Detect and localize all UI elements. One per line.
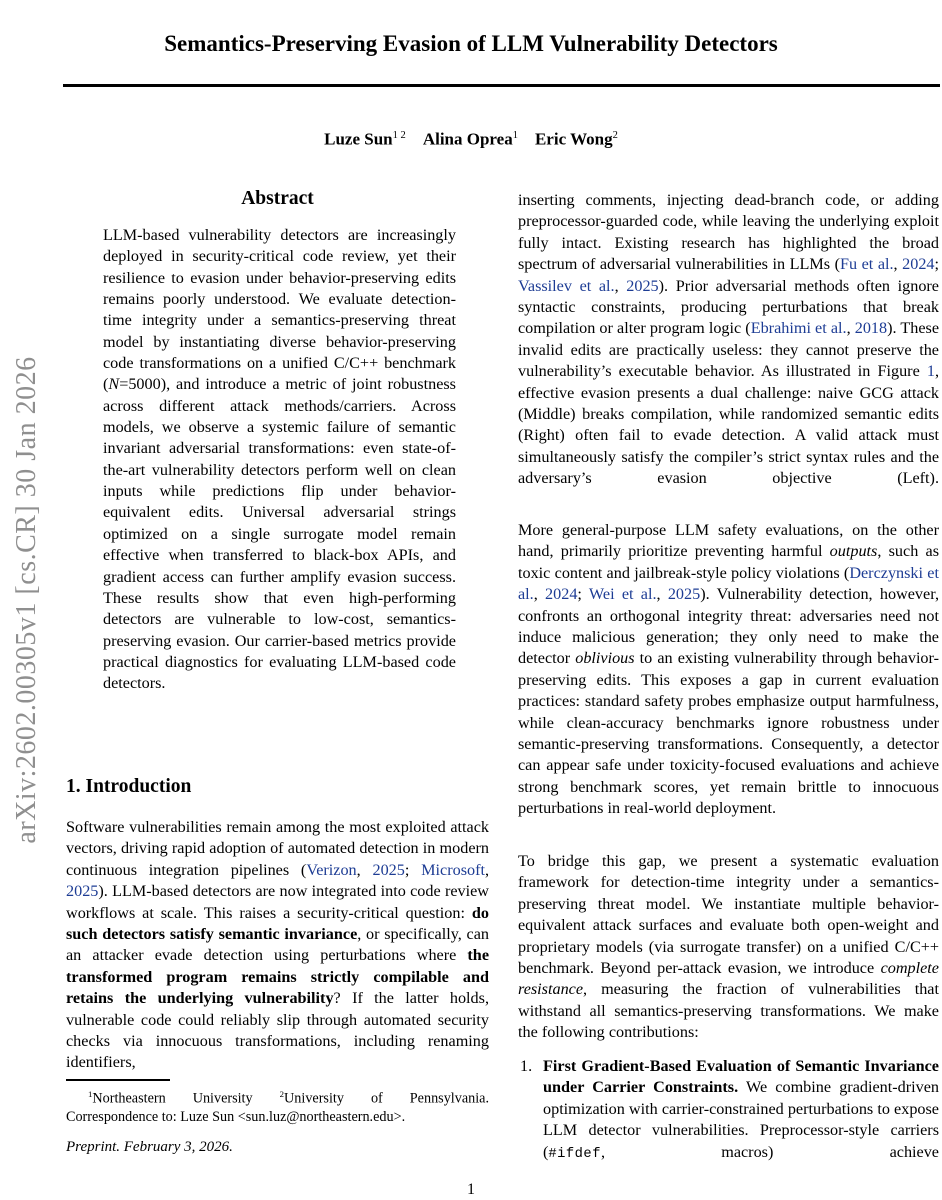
arxiv-watermark: arXiv:2602.00305v1 [cs.CR] 30 Jan 2026 xyxy=(11,356,42,844)
list-item-number: 1. xyxy=(520,1057,533,1075)
affiliation-footnote xyxy=(66,1085,489,1127)
citation-link[interactable]: 2025 xyxy=(626,276,659,295)
text-run: , xyxy=(656,585,668,604)
citation-link[interactable]: Wei et al. xyxy=(588,585,657,604)
text-run: University of Pennsylvania. Correspondence to: Luze Sun <sun.luz@northeastern.edu>. xyxy=(66,1090,489,1126)
citation-link[interactable]: 1 xyxy=(926,362,935,381)
text-run: We combine gradient-driven optimization with carrier-constrained perturbations to expose LLM detector vulnerabilities. Preprocessor-style carriers ( xyxy=(543,1078,939,1161)
section-heading-introduction: 1. Introduction xyxy=(66,776,192,797)
text-run: ; xyxy=(934,255,939,274)
text-run: First Gradient-Based Evaluation of Semantic Invariance under Carrier Constraints. xyxy=(543,1057,939,1097)
text-run: ). Vulnerability detection, however, confronts an orthogonal integrity threat: adversaries need not induce malicious generation; they only need to make the detector xyxy=(518,585,939,668)
abstract-text xyxy=(103,225,456,695)
introduction-paragraph xyxy=(66,817,489,1074)
title-rule xyxy=(63,84,940,87)
citation-link[interactable]: 2025 xyxy=(372,860,405,879)
citation-link[interactable]: Ebrahimi et al. xyxy=(750,319,847,338)
text-run: ). Prior adversarial methods often ignore syntactic constraints, producing perturbations that break compilation or alter program logic ( xyxy=(518,276,939,338)
author-line xyxy=(0,125,942,151)
text-run: , xyxy=(893,255,903,274)
text-run: , measuring the fraction of vulnerabilities that withstand all semantics-preserving transformations. We make the following contributions: xyxy=(518,980,939,1042)
text-run xyxy=(406,130,423,149)
text-run: N xyxy=(108,375,120,394)
page-number: 1 xyxy=(467,1181,475,1198)
text-run: to an existing vulnerability through behavior-preserving edits. This exposes a gap in current evaluation practices: standard safety probes emphasize output harmfulness, while clean-accuracy benchmarks ignore robustness under semantic-preserving transformations. Consequently, a detector can appear safe under toxicity-focused evaluations and achieve strong benchmark scores, yet remain brittle to innocuous perturbations in real-world deployment. xyxy=(518,649,939,818)
contribution-list-item xyxy=(518,1056,939,1165)
superscript: 2 xyxy=(612,130,618,141)
paper-title: Semantics-Preserving Evasion of LLM Vulnerability Detectors xyxy=(164,31,778,56)
text-run: Eric Wong xyxy=(534,129,613,149)
text-run: , macros) achieve xyxy=(600,1142,939,1161)
text-run: , effective evasion presents a dual challenge: naive GCG attack (Middle) breaks compilation, while randomized semantic edits (Right) often fail to evade detection. A valid attack must simultaneously satisfy the compiler’s strict syntax rules and the adversary’s evasion objective (Left). xyxy=(518,362,939,488)
text-run: To bridge this gap, we present a systematic evaluation framework for detection-time integrity under a semantics-preserving threat model. We instantiate multiple behavior-equivalent attack surfaces and evaluate both open-weight and proprietary models (via surrogate transfer) on a unified C/C++ benchmark. Beyond per-attack evasion, we introduce xyxy=(518,852,939,978)
preprint-notice: Preprint. February 3, 2026. xyxy=(66,1139,233,1155)
text-run: oblivious xyxy=(575,649,635,668)
text-run: , or specifically, can an attacker evade detection using perturbations where xyxy=(66,925,489,965)
citation-link[interactable]: 2018 xyxy=(854,319,888,338)
text-run: ; xyxy=(577,585,589,604)
text-run: Alina Oprea xyxy=(422,129,513,149)
citation-link[interactable]: Microsoft xyxy=(421,860,485,879)
text-run: , xyxy=(533,585,546,604)
inline-code: #ifdef xyxy=(548,1146,601,1162)
body-paragraph-1 xyxy=(518,190,939,490)
text-run: Luze Sun xyxy=(324,129,393,149)
citation-link[interactable]: 2025 xyxy=(667,585,701,604)
superscript: 1 xyxy=(512,130,518,141)
text-run: inserting comments, injecting dead-branch code, or adding preprocessor-guarded code, while leaving the underlying exploit fully intact. Existing research has highlighted the broad spectrum of adversarial vulnerabilities in LLMs ( xyxy=(518,191,939,274)
text-run: , xyxy=(356,860,373,879)
text-run: , xyxy=(484,860,490,879)
text-run: ? If the latter holds, vulnerable code could reliably slip through automated security checks via innocuous transformations, including renaming identifiers, xyxy=(66,989,489,1072)
body-paragraph-2 xyxy=(518,520,939,820)
text-run: complete resistance xyxy=(518,959,939,999)
citation-link[interactable]: Vassilev et al. xyxy=(518,276,615,295)
superscript: 2 xyxy=(279,1089,285,1099)
text-run: outputs xyxy=(829,542,878,561)
text-run: ). These invalid edits are practically useless: they cannot preserve the vulnerability’s executable behavior. As illustrated in Figure xyxy=(518,319,940,381)
citation-link[interactable]: Fu et al. xyxy=(840,255,894,274)
citation-link[interactable]: 2024 xyxy=(545,585,578,604)
list-item-text xyxy=(543,1056,939,1165)
text-run xyxy=(518,130,535,149)
abstract-heading: Abstract xyxy=(241,188,314,209)
text-run: , such as toxic content and jailbreak-style policy violations ( xyxy=(518,542,939,582)
citation-link[interactable]: 2024 xyxy=(902,255,935,274)
text-run: Software vulnerabilities remain among the most exploited attack vectors, driving rapid adoption of automated detection in modern continuous integration pipelines ( xyxy=(66,818,489,879)
text-run: , xyxy=(846,319,855,338)
citation-link[interactable]: Derczynski et al. xyxy=(518,563,939,604)
superscript: 1 xyxy=(88,1089,93,1099)
text-run: More general-purpose LLM safety evaluations, on the other hand, primarily prioritize preventing harmful xyxy=(518,521,939,561)
citation-link[interactable]: 2025 xyxy=(66,882,99,901)
text-run: the transformed program remains strictly compilable and retains the underlying vulnerability xyxy=(66,946,489,1008)
superscript: 1 2 xyxy=(392,130,406,141)
text-run: ; xyxy=(404,860,422,879)
text-run: LLM-based vulnerability detectors are increasingly deployed in security-critical code review, yet their resilience to evasion under behavior-preserving edits remains poorly understood. We evaluate detection-time integrity under a semantics-preserving threat model by instantiating diverse behavior-preserving code transformations on a unified C/C++ benchmark ( xyxy=(103,226,456,394)
text-run: do such detectors satisfy semantic invariance xyxy=(66,903,489,944)
text-run: , xyxy=(614,276,627,295)
text-run: ). LLM-based detectors are now integrated into code review workflows at scale. This raises a security-critical question: xyxy=(66,882,489,922)
text-run: Northeastern University xyxy=(92,1090,280,1107)
text-run: =5000), and introduce a metric of joint robustness across different attack methods/carriers. Across models, we observe a systemic failure of semantic invariant adversarial transformations: even state-of-the-art vulnerability detectors perform well on clean inputs while predictions flip under behavior-equivalent edits. Universal adversarial strings optimized on a single surrogate model remain effective when transferred to black-box APIs, and gradient access can further amplify evasion success. These results show that even high-performing detectors are vulnerable to low-cost, semantics-preserving evasion. Our carrier-based metrics provide practical diagnostics for evaluating LLM-based code detectors. xyxy=(103,375,456,693)
body-paragraph-3 xyxy=(518,851,939,1044)
footnote-rule xyxy=(66,1079,170,1081)
citation-link[interactable]: Verizon xyxy=(306,860,357,879)
